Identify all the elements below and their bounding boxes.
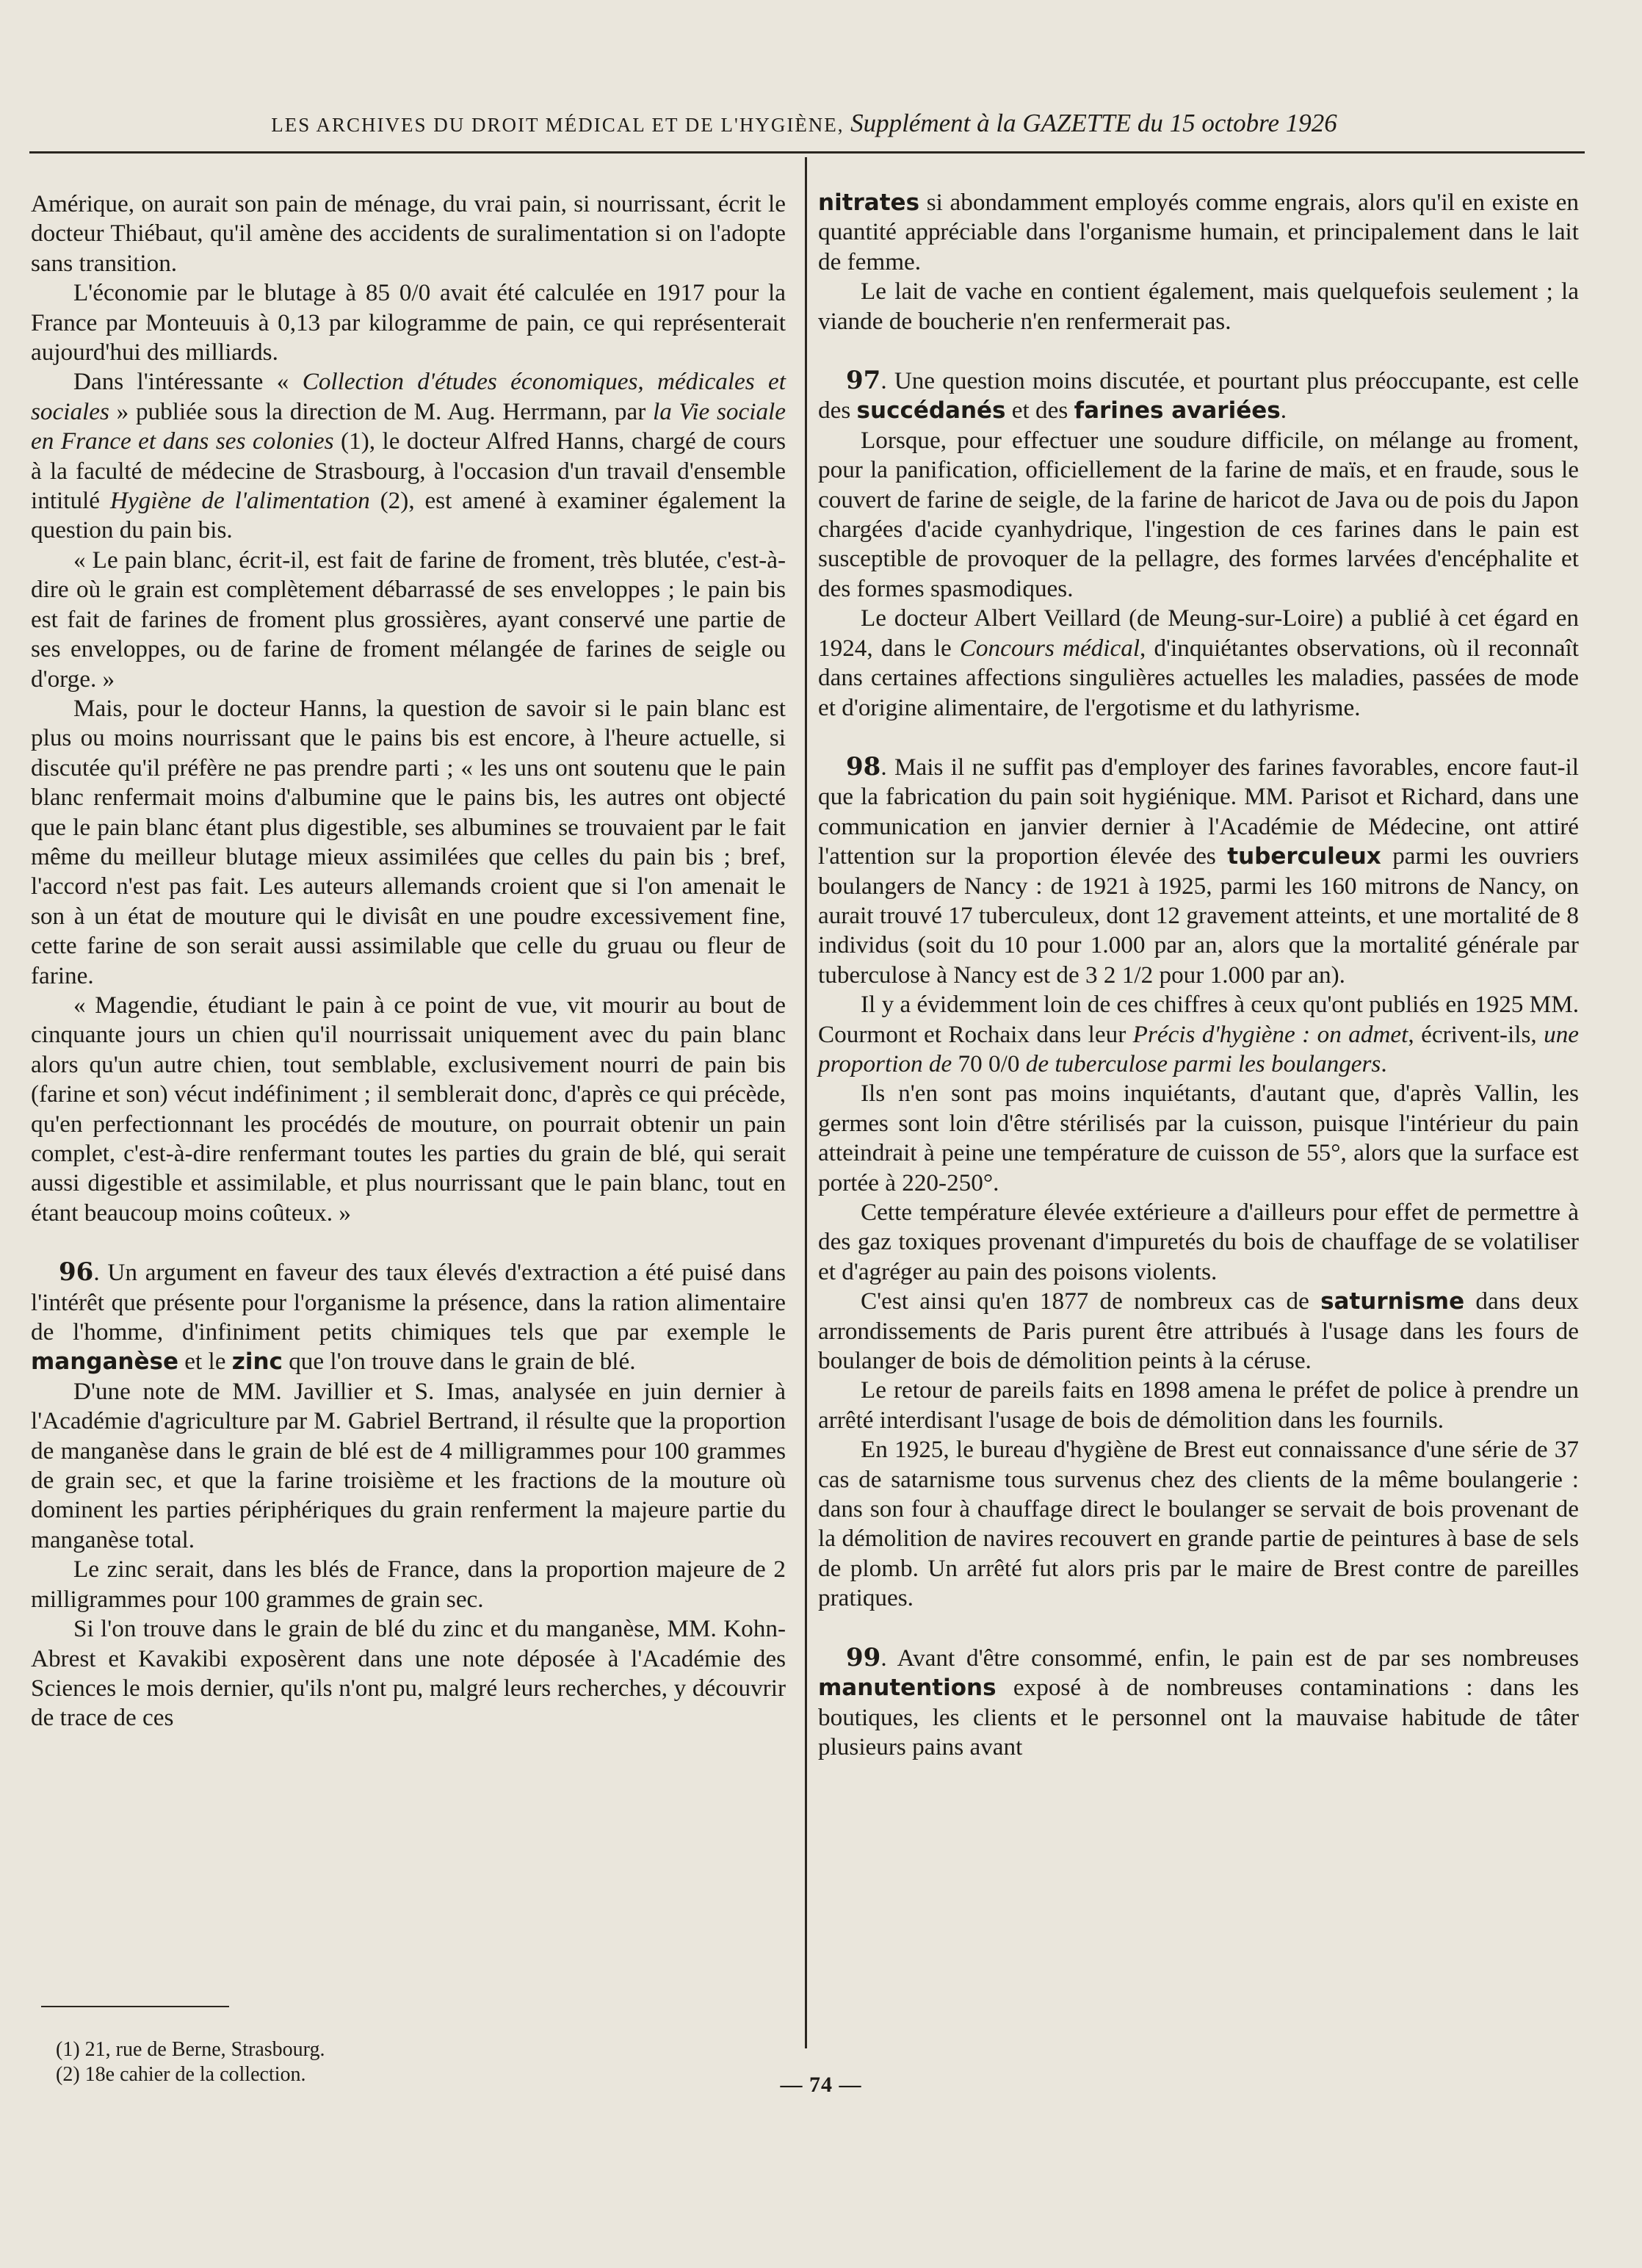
publication-title: la Vie sociale en France et dans ses colonies [31, 397, 786, 455]
keyword: nitrates [818, 189, 920, 216]
paragraph: Il y a évidemment loin de ces chiffres à ceux qu'ont publiés en 1925 MM. Courmont et Rochaix dans leur Précis d'hygiène : on admet, écrivent-ils, une proportion de 70 0/0 de tuberculose parmi les boulangers. [818, 991, 1580, 1077]
quote-fragment: une proportion de [818, 1020, 1580, 1077]
footnotes [56, 2037, 325, 2087]
section-97: 97. Une question moins discutée, et pourtant plus préoccupante, est celle des succédanés et des farines avariées. [818, 366, 1579, 425]
page-number: — 74 — [780, 2073, 862, 2097]
footnote: (1) 21, rue de Berne, Strasbourg. [56, 2038, 325, 2061]
paragraph: Cette température élevée extérieure a d'ailleurs pour effet de permettre à des gaz toxiques provenant d'impuretés du bois de chauffage de se volatiliser et d'agréger au pain des poisons violents. [818, 1199, 1579, 1285]
paragraph: Le retour de pareils faits en 1898 amena le préfet de police à prendre un arrêté interdisant l'usage de bois de démolition dans les fournils. [818, 1376, 1579, 1434]
running-header [29, 109, 1579, 138]
keyword: farines avariées [1074, 397, 1281, 425]
paragraph: « Magendie, étudiant le pain à ce point de vue, vit mourir au bout de cinquante jours un chien qu'il nourrissait uniquement avec du pain blanc alors qu'un autre chien, tout semblable, exclusivement nourri de pain bis (farine et son) vécut indéfiniment ; il semblerait donc, d'après ce qui précède, qu'en perfectionnant les procédés de mouture, on pourrait obtenir un pain complet, c'est-à-dire renfermant toutes les parties du grain de blé, qui serait aussi digestible et assimilable, et plus nourrissant que le pain blanc, tout en étant beaucoup moins coûteux. » [31, 991, 786, 1227]
paragraph: Amérique, on aurait son pain de ménage, du vrai pain, si nourrissant, écrit le docteur Thiébaut, qu'il amène des accidents de suralimentation si on l'adopte sans transition. [31, 190, 786, 277]
section-number: 99 [846, 1642, 881, 1672]
paragraph: Mais, pour le docteur Hanns, la question de savoir si le pain blanc est plus ou moins nourrissant que le pains bis est encore, à l'heure actuelle, si discutée qu'il préfère ne pas prendre parti ; « les uns ont soutenu que le pain blanc renfermait moins d'albumine que le pains bis, les autres ont objecté que le pain blanc étant plus digestible, ses albumines se trouvaient par le fait même du meilleur blutage mieux assimilées que celles du pain bis ; bref, l'accord n'est pas fait. Les auteurs allemands croient que si l'on amenait le son à un état de mouture qui le divisât en une poudre excessivement fine, cette farine de son serait aussi assimilable que celle du gruau ou fleur de farine. [31, 694, 786, 989]
paragraph: nitrates si abondamment employés comme engrais, alors qu'il en existe en quantité appréciable dans l'organisme humain, et principalement dans le lait de femme. [818, 189, 1579, 275]
paragraph: C'est ainsi qu'en 1877 de nombreux cas de saturnisme dans deux arrondissements de Paris purent être attribués à l'usage dans les fours de boulanger de bois de démolition peints à la céruse. [818, 1288, 1579, 1375]
header-rule [29, 151, 1585, 154]
keyword: saturnisme [1320, 1288, 1465, 1315]
journal-title: LES ARCHIVES DU DROIT MÉDICAL ET DE L'HYGIÈNE, [271, 114, 844, 136]
footnote-rule [41, 2006, 229, 2007]
keyword: manganèse [31, 1348, 178, 1376]
quote-fragment: de tuberculose parmi les boulangers [1025, 1050, 1381, 1077]
paragraph: Le zinc serait, dans les blés de France, dans la proportion majeure de 2 milligrammes pour 100 grammes de grain sec. [31, 1556, 786, 1613]
collection-title: Collection d'études économiques, médicales et sociales [31, 368, 786, 425]
paragraph: En 1925, le bureau d'hygiène de Brest eut connaissance d'une série de 37 cas de satarnisme tous survenus chez des clients de la même boulangerie : dans son four à chauffage direct le boulanger se servait de bois provenant de la démolition de navires recouvert en grande partie de peintures à base de sels de plomb. Un arrêté fut alors pris par le maire de Brest contre de pareilles pratiques. [818, 1436, 1579, 1612]
paragraph: Le docteur Albert Veillard (de Meung-sur-Loire) a publié à cet égard en 1924, dans le Concours médical, d'inquiétantes observations, où il reconnaît dans certaines affections singulières actuelles les maladies, passées de mode et d'origine alimentaire, de l'ergotisme et du lathyrisme. [818, 604, 1579, 721]
keyword: zinc [231, 1348, 283, 1376]
keyword: manutentions [818, 1675, 997, 1702]
keyword: tuberculeux [1227, 843, 1381, 870]
footnote: (2) 18e cahier de la collection. [56, 2063, 306, 2086]
paragraph: Ils n'en sont pas moins inquiétants, d'autant que, d'après Vallin, les germes sont loin d'être stérilisés par la cuisson, puisque l'intérieur du pain atteindrait à peine une température de cuisson de 55°, alors que la surface est portée à 220-250°. [818, 1080, 1579, 1196]
quoted-title: Précis d'hygiène : on admet [1132, 1020, 1408, 1048]
work-title: Hygiène de l'alimentation [109, 487, 370, 515]
right-column [818, 188, 1579, 1762]
section-number: 96 [59, 1257, 94, 1288]
column-divider [805, 157, 807, 2048]
section-99: 99. Avant d'être consommé, enfin, le pain est de par ses nombreuses manutentions exposé à de nombreuses contaminations : dans les boutiques, les clients et le personnel ont la mauvaise habitude de tâter plusieurs pains avant [818, 1642, 1579, 1760]
publication-title: Concours médical [959, 634, 1140, 662]
supplement-date: Supplément à la GAZETTE du 15 octobre 1926 [850, 109, 1337, 137]
paragraph: Lorsque, pour effectuer une soudure difficile, on mélange au froment, pour la panification, officiellement de la farine de maïs, et en fraude, sous le couvert de farine de seigle, de la farine de haricot de Java ou de pois du Japon chargées d'acide cyanhydrique, l'ingestion de ces farines dans le pain est susceptible de provoquer de la pellagre, des formes larvées d'encéphalite et des formes spasmodiques. [818, 426, 1579, 602]
paragraph: « Le pain blanc, écrit-il, est fait de farine de froment, très blutée, c'est-à-dire où le grain est complètement débarrassé de ses enveloppes ; le pain bis est fait de farines de froment plus grossières, ayant conservé une partie de ses enveloppes, ou de farine de froment mélangée de farines de seigle ou d'orge. » [31, 546, 786, 693]
paragraph: L'économie par le blutage à 85 0/0 avait été calculée en 1917 pour la France par Monteuuis à 0,13 par kilogramme de pain, ce qui représenterait aujourd'hui des milliards. [31, 279, 786, 366]
paragraph: Si l'on trouve dans le grain de blé du zinc et du manganèse, MM. Kohn-Abrest et Kavakibi exposèrent dans une note déposée à l'Académie des Sciences le mois dernier, qu'ils n'ont pu, malgré leurs recherches, y découvrir de trace de ces [31, 1615, 786, 1732]
keyword: succédanés [856, 397, 1006, 425]
left-column [31, 189, 786, 1733]
section-number: 97 [846, 366, 881, 396]
section-98: 98. Mais il ne suffit pas d'employer des farines favorables, encore faut-il que la fabrication du pain soit hygiénique. MM. Parisot et Richard, dans une communication en janvier dernier à l'Académie de Médecine, ont attiré l'attention sur la proportion élevée des tuberculeux parmi les ouvriers boulangers de Nancy : de 1921 à 1925, parmi les 160 mitrons de Nancy, on aurait trouvé 17 tuberculeux, dont 12 gravement atteints, et une mortalité de 8 individus (soit du 10 pour 1.000 par an, alors que la mortalité générale par tuberculose à Nancy est de 3 2 1/2 pour 1.000 par an). [818, 751, 1580, 989]
paragraph: Dans l'intéressante « Collection d'études économiques, médicales et sociales » publiée sous la direction de M. Aug. Herrmann, par la Vie sociale en France et dans ses colonies (1), le docteur Alfred Hanns, chargé de cours à la faculté de médecine de Strasbourg, à l'occasion d'un travail d'ensemble intitulé Hygiène de l'alimentation (2), est amené à examiner également la question du pain bis. [31, 368, 786, 544]
section-number: 98 [846, 751, 881, 781]
paragraph: Le lait de vache en contient également, mais quelquefois seulement ; la viande de boucherie n'en renfermerait pas. [818, 278, 1579, 335]
section-96: 96. Un argument en faveur des taux élevés d'extraction a été puisé dans l'intérêt que présente pour l'organisme la présence, dans la ration alimentaire de l'homme, d'infiniment petits chimiques tels que par exemple le manganèse et le zinc que l'on trouve dans le grain de blé. [31, 1257, 786, 1376]
paragraph: D'une note de MM. Javillier et S. Imas, analysée en juin dernier à l'Académie d'agriculture par M. Gabriel Bertrand, il résulte que la proportion de manganèse dans le grain de blé est de 4 milligrammes pour 100 grammes de grain sec, et que la farine troisième et les fractions de la mouture où dominent les parties périphériques du grain renferment la majeure partie du manganèse total. [31, 1377, 786, 1553]
